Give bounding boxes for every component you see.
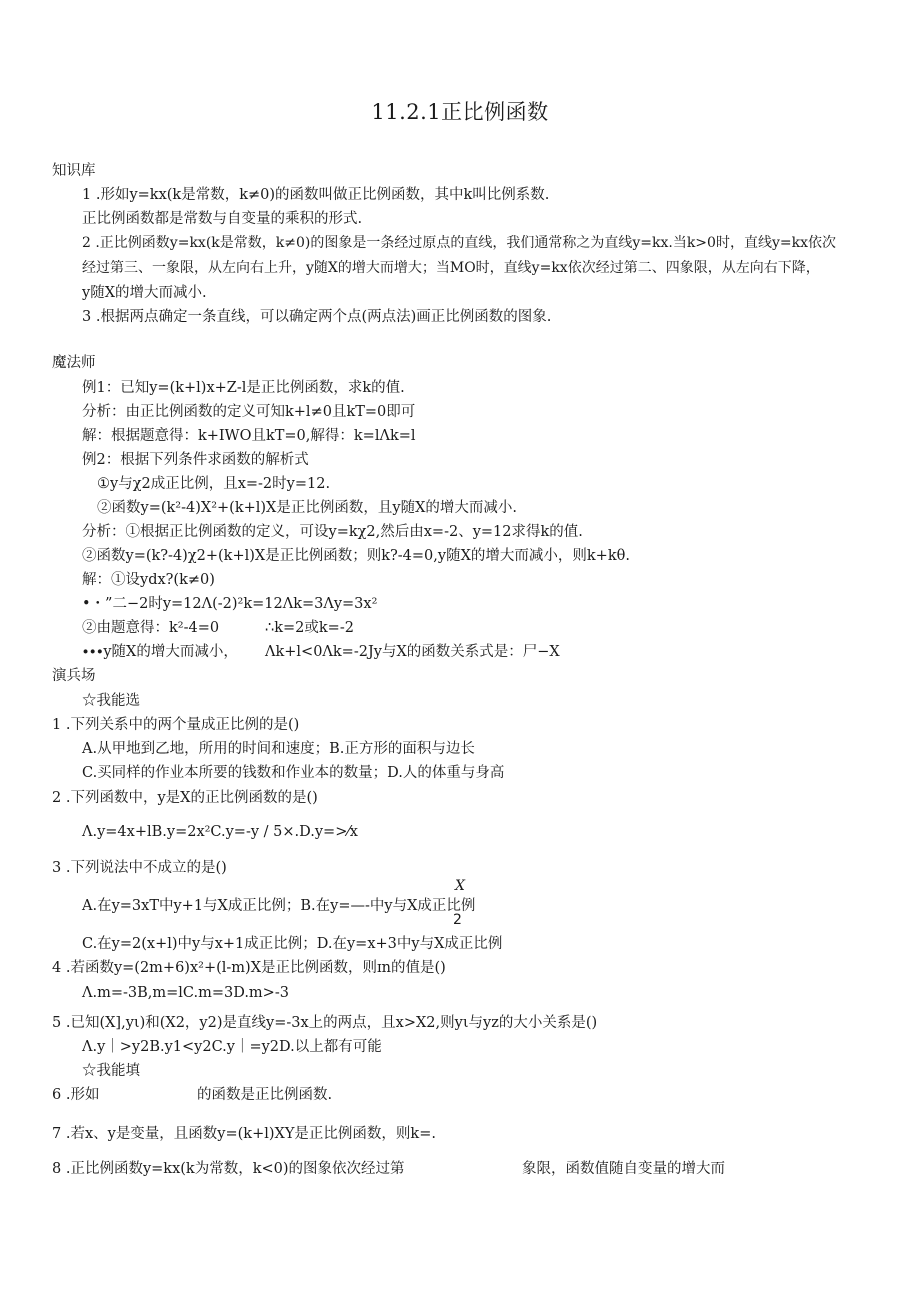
example-2-analysis-1: 分析：①根据正比例函数的定义，可设y=kχ2,然后由x=-2、y=12求得k的值. (82, 524, 583, 540)
question-5-options: Λ.y｜>y2B.y1<y2C.y｜=y2D.以上都有可能 (82, 1039, 382, 1055)
example-1-solution: 解：根据题意得：k+IWO且kT=0,解得：k=lΛk=l (82, 428, 416, 444)
knowledge-point-1: 1 .形如y=kx(k是常数，k≠0)的函数叫做正比例函数，其中k叫比例系数. (82, 187, 550, 203)
question-3-fraction-denominator: 2 (453, 912, 462, 928)
subheading-fill: ☆我能填 (82, 1063, 140, 1079)
question-4-options: Λ.m=-3B,m=lC.m=3D.m>-3 (82, 985, 289, 1001)
question-1-options-ab: A.从甲地到乙地，所用的时间和速度；B.正方形的面积与边长 (82, 741, 475, 757)
knowledge-point-3: 3 .根据两点确定一条直线，可以确定两个点(两点法)画正比例函数的图象. (82, 309, 552, 325)
example-2-solution-3b: ∴k=2或k=-2 (265, 620, 354, 636)
subheading-choose: ☆我能选 (82, 693, 140, 709)
question-5: 5 .已知(X],yι)和(X2，y2)是直线y=-3x上的两点，且x>X2,则yι与yz的大小关系是() (52, 1015, 598, 1031)
section-heading-magician: 魔法师 (52, 355, 96, 371)
knowledge-point-2-line3: y随X的增大而减小. (82, 285, 207, 301)
question-3-options-cd: C.在y=2(x+l)中y与x+1成正比例；D.在y=x+3中y与X成正比例 (82, 936, 503, 952)
example-2-solution-4a: ∙∙∙y随X的增大而减小， (82, 644, 238, 660)
question-3: 3 .下列说法中不成立的是() (52, 860, 227, 876)
example-2-part-2: ②函数y=(k²-4)X²+(k+l)X是正比例函数，且y随X的增大而减小. (97, 500, 517, 516)
knowledge-point-2-line1: 2 .正比例函数y=kx(k是常数，k≠0)的图象是一条经过原点的直线，我们通常称之为直线y=kx.当k>0时，直线y=kx依次 (82, 235, 836, 251)
example-2-analysis-2: ②函数y=(k?-4)χ2+(k+l)X是正比例函数；则k?-4=0,y随X的增大而减小，则k+kθ. (82, 548, 630, 564)
example-2-solution-2: •・”二−2时y=12Λ(-2)²k=12Λk=3Λy=3x² (82, 596, 378, 612)
example-1-analysis: 分析：由正比例函数的定义可知k+l≠0且kT=0即可 (82, 404, 416, 420)
example-2-solution-4b: Λk+l<0Λk=-2Jy与X的函数关系式是：尸−X (265, 644, 560, 660)
question-6-start: 6 .形如 (52, 1087, 100, 1103)
question-3-options-ab: A.在y=3xT中y+1与X成正比例；B.在y=—-中y与X成正比例 (82, 898, 476, 914)
section-heading-drill: 演兵场 (52, 668, 96, 684)
example-2-solution-1: 解：①设ydx?(k≠0) (82, 572, 215, 588)
question-2: 2 .下列函数中，y是X的正比例函数的是() (52, 790, 318, 806)
question-1-options-cd: C.买同样的作业本所要的钱数和作业本的数量；D.人的体重与身高 (82, 765, 505, 781)
question-7: 7 .若x、y是变量，且函数y=(k+l)XY是正比例函数，则k=. (52, 1126, 436, 1142)
question-2-options: Λ.y=4x+lB.y=2x²C.y=-y / 5×.D.y=>⁄x (82, 824, 358, 840)
question-8-end: 象限，函数值随自变量的增大而 (522, 1161, 725, 1177)
question-8-start: 8 .正比例函数y=kx(k为常数，k<0)的图象依次经过第 (52, 1161, 405, 1177)
knowledge-point-2-line2: 经过第三、一象限，从左向右上升，y随X的增大而增大；当MO时，直线y=kx依次经过第二、四象限，从左向右下降， (82, 260, 820, 276)
example-2: 例2：根据下列条件求函数的解析式 (82, 452, 309, 468)
question-4: 4 .若函数y=(2m+6)x²+(l-m)X是正比例函数，则ɪn的值是() (52, 960, 446, 976)
example-1: 例1：已知y=(k+l)x+Z-l是正比例函数，求k的值. (82, 380, 405, 396)
question-1: 1 .下列关系中的两个量成正比例的是() (52, 717, 300, 733)
section-heading-knowledge: 知识库 (52, 163, 96, 179)
question-3-fraction-numerator: X (455, 878, 465, 894)
example-2-part-1: ①y与χ2成正比例，且x=-2时y=12. (97, 476, 331, 492)
example-2-solution-3a: ②由题意得：k²-4=0 (82, 620, 220, 636)
knowledge-point-1-note: 正比例函数都是常数与自变量的乘积的形式. (82, 211, 363, 227)
question-6-end: 的函数是正比例函数. (197, 1087, 333, 1103)
page-title: 11.2.1正比例函数 (371, 100, 549, 124)
